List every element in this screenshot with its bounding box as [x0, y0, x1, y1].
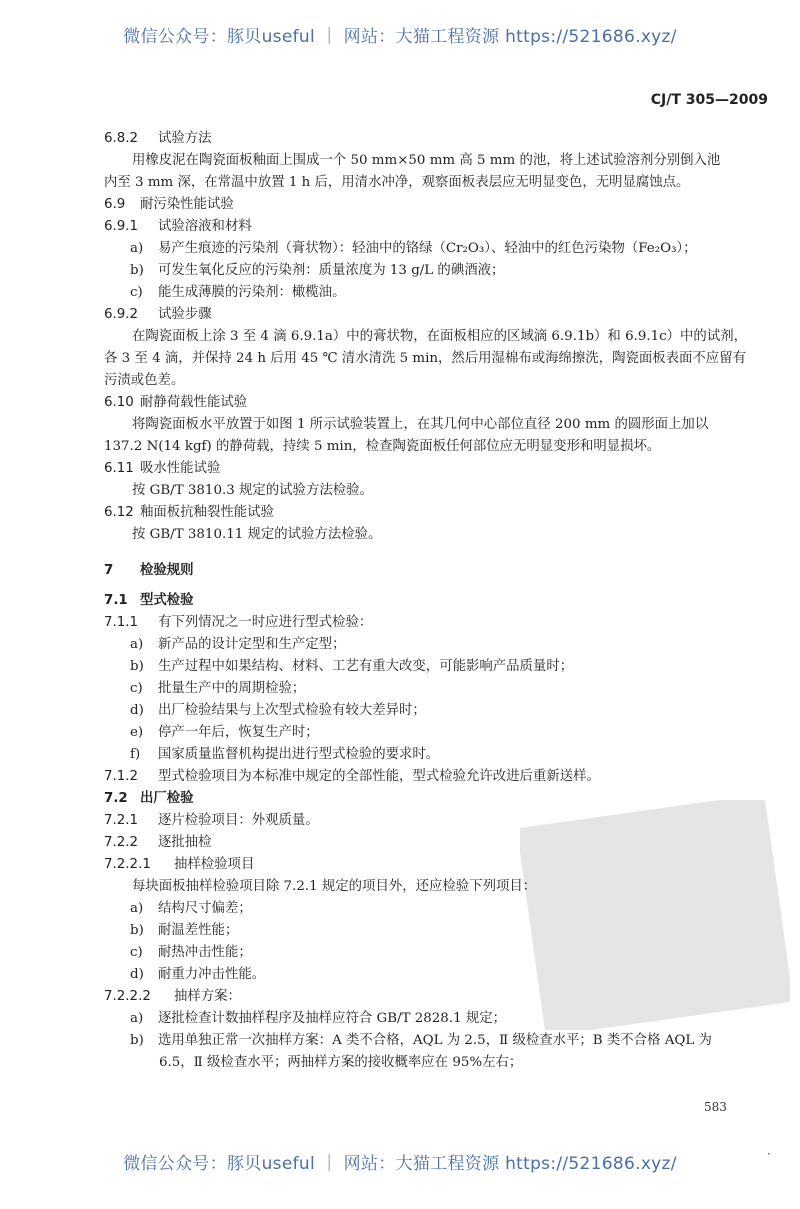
- section-heading: 6.8.2 试验方法: [104, 131, 212, 146]
- list-item: d) 耐重力冲击性能。: [130, 967, 266, 982]
- list-item: b) 可发生氧化反应的污染剂：质量浓度为 13 g/L 的碘酒液；: [130, 263, 505, 278]
- list-item: b) 生产过程中如果结构、材料、工艺有重大改变，可能影响产品质量时；: [130, 659, 574, 674]
- paragraph-line: 污渍或色差。: [104, 373, 185, 388]
- scan-dot: ·: [767, 1147, 771, 1161]
- section-heading: 7.2 出厂检验: [104, 791, 194, 806]
- list-item: a) 逐批检查计数抽样程序及抽样应符合 GB/T 2828.1 规定；: [130, 1011, 507, 1026]
- list-item: a) 易产生痕迹的污染剂（膏状物）：轻油中的铬绿（Cr₂O₃）、轻油中的红色污染物（Fe₂O₃）；: [130, 241, 697, 256]
- section-heading: 7.2.2.1 抽样检验项目: [104, 857, 255, 872]
- standard-code: CJ/T 305—2009: [650, 92, 768, 108]
- list-item: a) 新产品的设计定型和生产定型；: [130, 637, 346, 652]
- document-body: [104, 128, 770, 1074]
- list-item: c) 批量生产中的周期检验；: [130, 681, 306, 696]
- list-item: f) 国家质量监督机构提出进行型式检验的要求时。: [130, 747, 440, 762]
- paragraph-line: 按 GB/T 3810.11 规定的试验方法检验。: [132, 527, 382, 542]
- paragraph-line: 内至 3 mm 深，在常温中放置 1 h 后，用清水冲净，观察面板表层应无明显变色，无明显腐蚀点。: [104, 175, 690, 190]
- list-item: e) 停产一年后，恢复生产时；: [130, 725, 319, 740]
- list-item: b) 耐温差性能；: [130, 923, 239, 938]
- section-heading: 6.9.2 试验步骤: [104, 307, 212, 322]
- chapter-heading: 7 检验规则: [104, 563, 194, 578]
- section-heading: 7.2.2 逐批抽检: [104, 835, 212, 850]
- section-heading: 7.2.1 逐片检验项目：外观质量。: [104, 813, 319, 828]
- paragraph-line: 按 GB/T 3810.3 规定的试验方法检验。: [132, 483, 373, 498]
- section-heading: 6.9.1 试验溶液和材料: [104, 219, 252, 234]
- section-heading: 6.11 吸水性能试验: [104, 461, 221, 476]
- section-heading: 6.9 耐污染性能试验: [104, 197, 234, 212]
- section-heading: 6.12 釉面板抗釉裂性能试验: [104, 505, 274, 520]
- list-item: c) 能生成薄膜的污染剂：橄榄油。: [130, 285, 346, 300]
- watermark-banner-top: 微信公众号：豚贝useful ｜ 网站：大猫工程资源 https://521686.xyz/: [123, 27, 677, 47]
- list-item: c) 耐热冲击性能；: [130, 945, 252, 960]
- list-item-continuation: 6.5，Ⅱ 级检查水平；两抽样方案的接收概率应在 95%左右；: [159, 1055, 523, 1070]
- section-heading: 6.10 耐静荷载性能试验: [104, 395, 248, 410]
- section-heading: 7.2.2.2 抽样方案：: [104, 989, 241, 1004]
- list-item: d) 出厂检验结果与上次型式检验有较大差异时；: [130, 703, 426, 718]
- list-item: a) 结构尺寸偏差；: [130, 901, 252, 916]
- list-item: b) 选用单独正常一次抽样方案：A 类不合格，AQL 为 2.5，Ⅱ 级检查水平；B 类不合格 AQL 为: [130, 1033, 712, 1048]
- section-heading: 7.1.1 有下列情况之一时应进行型式检验：: [104, 615, 373, 630]
- paragraph-line: 用橡皮泥在陶瓷面板釉面上围成一个 50 mm×50 mm 高 5 mm 的池，将上述试验溶剂分别倒入池: [132, 153, 721, 168]
- paragraph-line: 将陶瓷面板水平放置于如图 1 所示试验装置上，在其几何中心部位直径 200 mm 的圆形面上加以: [132, 417, 709, 432]
- section-heading: 7.1 型式检验: [104, 593, 194, 608]
- paragraph-line: 137.2 N(14 kgf) 的静荷载，持续 5 min，检查陶瓷面板任何部位应无明显变形和明显损坏。: [104, 439, 661, 454]
- page-number: 583: [704, 1100, 727, 1114]
- paragraph-line: 各 3 至 4 滴，并保持 24 h 后用 45 ℃ 清水清洗 5 min，然后用湿棉布或海绵擦洗，陶瓷面板表面不应留有: [104, 351, 746, 366]
- paragraph-line: 每块面板抽样检验项目除 7.2.1 规定的项目外，还应检验下列项目：: [132, 879, 537, 894]
- watermark-banner-bottom: 微信公众号：豚贝useful ｜ 网站：大猫工程资源 https://521686.xyz/: [123, 1154, 677, 1174]
- section-heading: 7.1.2 型式检验项目为本标准中规定的全部性能，型式检验允许改进后重新送样。: [104, 769, 600, 784]
- paragraph-line: 在陶瓷面板上涂 3 至 4 滴 6.9.1a）中的膏状物，在面板相应的区域滴 6.9.1b）和 6.9.1c）中的试剂，: [132, 329, 747, 344]
